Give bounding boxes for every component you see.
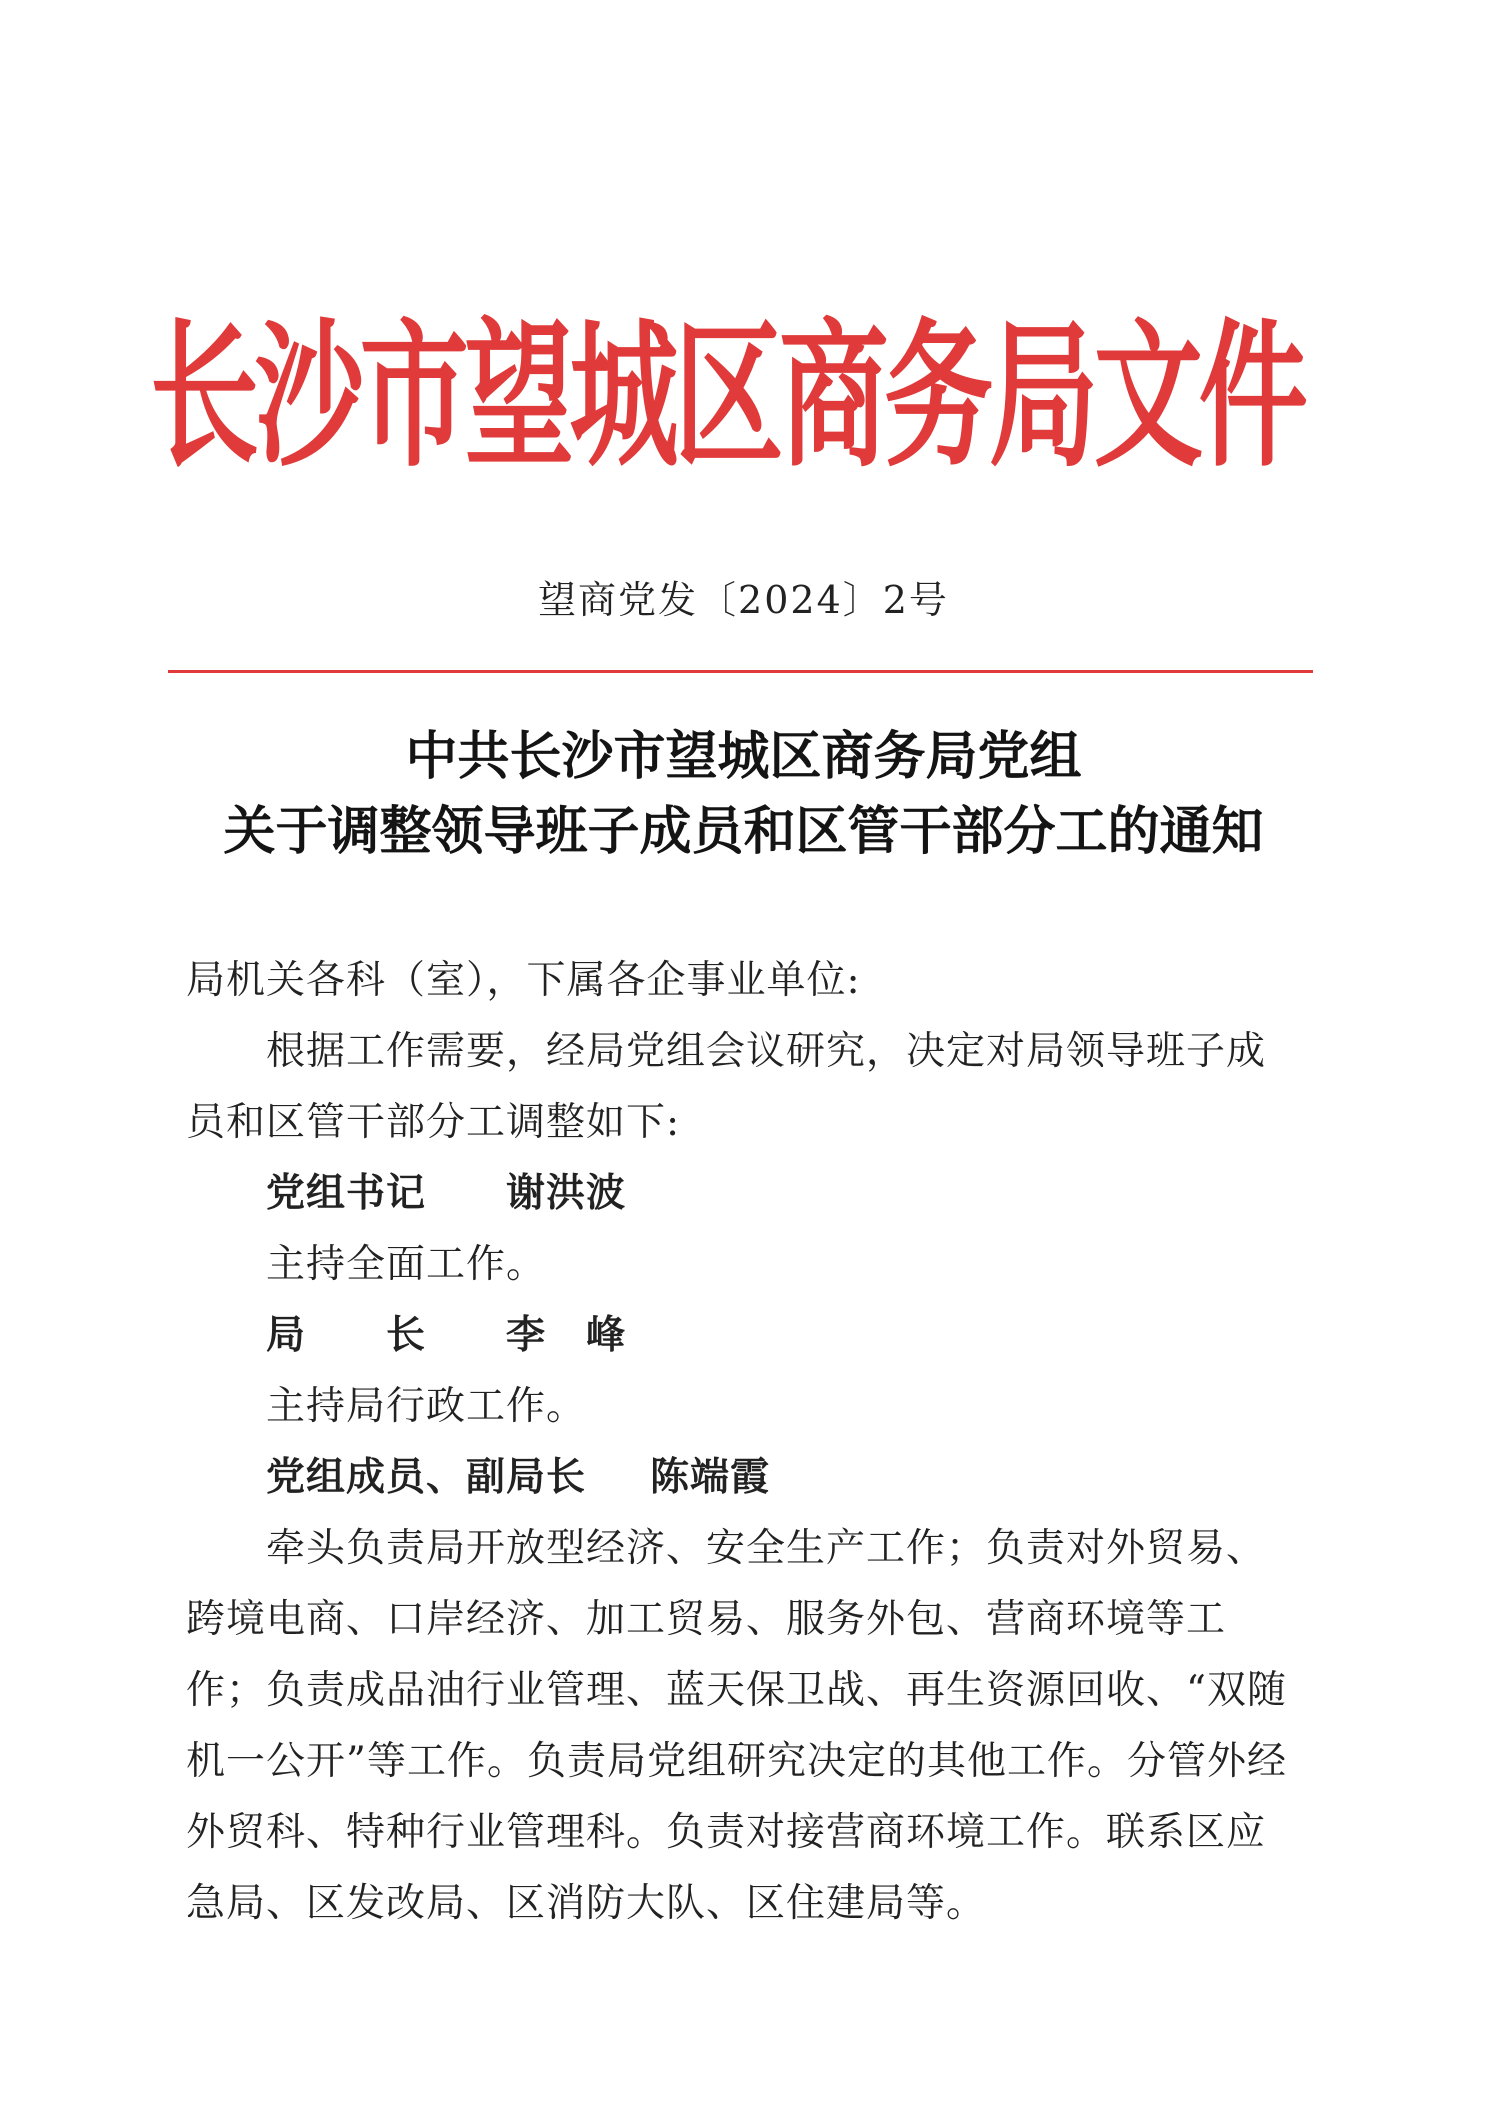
leader-duties: 主持局行政工作。 [266, 1384, 587, 1429]
red-divider [168, 670, 1313, 673]
salutation: 局机关各科（室），下属各企事业单位: [186, 958, 861, 1003]
leader-title: 党组成员、副局长 [266, 1455, 587, 1500]
leader-heading [186, 1158, 1291, 1229]
masthead: 长沙市望城区商务局文件 [150, 305, 1304, 489]
document-body [186, 945, 1291, 1939]
document-number: 望商党发〔2024〕2号 [538, 578, 949, 622]
leader-title: 局 长 [266, 1313, 427, 1358]
leader-duties: 主持全面工作。 [266, 1242, 547, 1287]
leader-duties: 牵头负责局开放型经济、安全生产工作；负责对外贸易、跨境电商、口岸经济、加工贸易、服务外包、营商环境等工作；负责成品油行业管理、蓝天保卫战、再生资源回收、“双随机一公开”等工作。负责局党组研究决定的其他工作。分管外经外贸科、特种行业管理科。负责对接营商环境工作。联系区应急局、区发改局、区消防大队、区住建局等。 [186, 1526, 1287, 1926]
leader-heading [186, 1442, 1291, 1513]
leader-name: 陈端霞 [650, 1455, 771, 1500]
leader-name: 李 峰 [506, 1313, 627, 1358]
title-line-2: 关于调整领导班子成员和区管干部分工的通知 [223, 802, 1264, 862]
leader-name: 谢洪波 [506, 1171, 627, 1216]
leader-heading [186, 1300, 1291, 1371]
leader-title: 党组书记 [266, 1171, 427, 1216]
intro-paragraph: 根据工作需要，经局党组会议研究，决定对局领导班子成员和区管干部分工调整如下: [186, 1029, 1267, 1145]
title-line-1: 中共长沙市望城区商务局党组 [405, 727, 1082, 787]
